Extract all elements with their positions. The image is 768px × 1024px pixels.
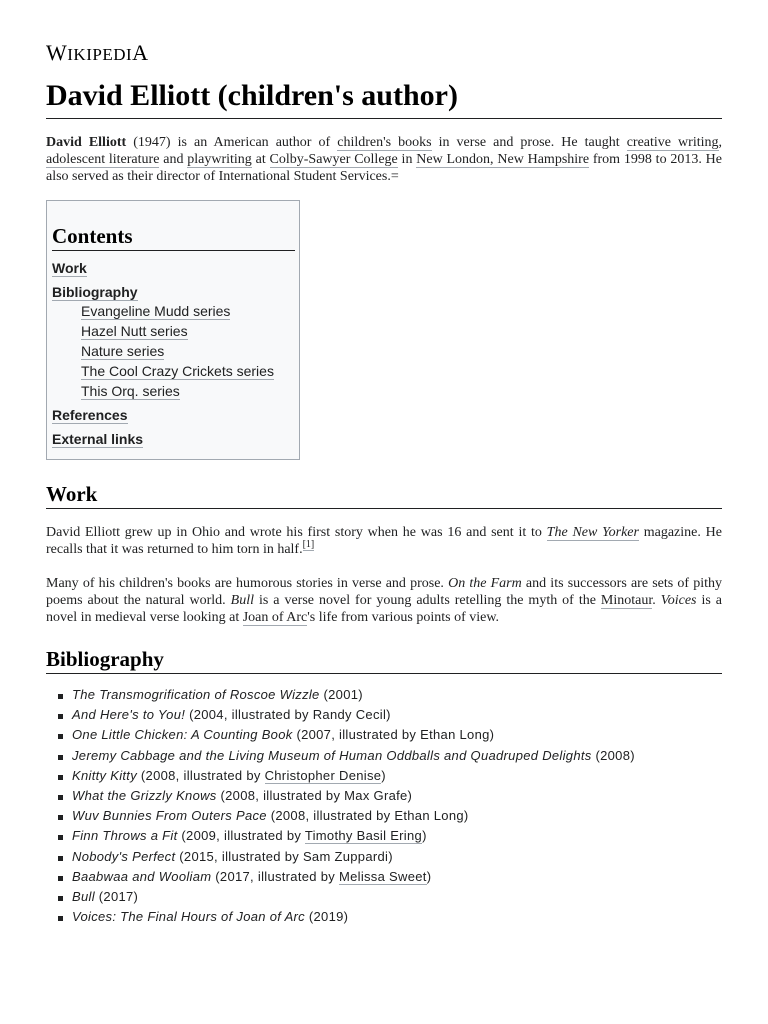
- link-new-yorker[interactable]: The New Yorker: [546, 525, 639, 540]
- link-playwriting[interactable]: playwriting: [187, 152, 252, 167]
- list-item: Bull (2017): [46, 887, 635, 907]
- link-joan-of-arc[interactable]: Joan of Arc: [242, 610, 308, 625]
- list-item: Finn Throws a Fit (2009, illustrated by Timothy Basil Ering): [46, 826, 635, 846]
- list-item: And Here's to You! (2004, illustrated by Randy Cecil): [46, 705, 635, 725]
- link-timothy-basil-ering[interactable]: Timothy Basil Ering: [304, 828, 423, 844]
- toc-item-cool-crazy-crickets[interactable]: The Cool Crazy Crickets series: [81, 363, 274, 379]
- link-adolescent-literature[interactable]: adolescent literature: [46, 152, 160, 167]
- link-minotaur[interactable]: Minotaur: [600, 593, 653, 608]
- link-creative-writing[interactable]: creative writing: [626, 135, 719, 150]
- section-heading-work: Work: [46, 480, 722, 509]
- section-heading-bibliography: Bibliography: [46, 645, 722, 674]
- reference-1[interactable]: [1]: [302, 539, 315, 551]
- list-item: One Little Chicken: A Counting Book (2007, illustrated by Ethan Long): [46, 725, 635, 745]
- intro-paragraph: David Elliott (1947) is an American author of children's books in verse and prose. He taught creative writing, adolescent literature and playwriting at Colby-Sawyer College in New London, New Hampshire from 1998 to 2013. He also served as their director of International Student Services.=: [46, 135, 723, 184]
- link-childrens-books[interactable]: children's books: [337, 135, 432, 150]
- toc-item-this-orq[interactable]: This Orq. series: [81, 383, 180, 399]
- link-new-london[interactable]: New London, New Hampshire: [416, 152, 590, 167]
- toc-item-nature[interactable]: Nature series: [81, 343, 165, 359]
- toc-item-evangeline-mudd[interactable]: Evangeline Mudd series: [81, 303, 231, 319]
- work-paragraph-2: Many of his children's books are humorous stories in verse and prose. On the Farm and its successors are sets of pithy poems about the natural world. Bull is a verse novel for young adults retelling the myth of the Minotaur. Voices is a novel in medieval verse looking at Joan of Arc's life from various points of view.: [46, 576, 722, 625]
- toc-item-hazel-nutt[interactable]: Hazel Nutt series: [81, 323, 188, 339]
- list-item: What the Grizzly Knows (2008, illustrated by Max Grafe): [46, 786, 635, 806]
- work-paragraph-1: David Elliott grew up in Ohio and wrote his first story when he was 16 and sent it to The New Yorker magazine. He recalls that it was returned to him torn in half.[1]: [46, 525, 722, 557]
- wikipedia-wordmark[interactable]: WIKIPEDIA: [46, 40, 149, 65]
- list-item: Voices: The Final Hours of Joan of Arc (2019): [46, 907, 635, 927]
- list-item: Baabwaa and Wooliam (2017, illustrated by Melissa Sweet): [46, 867, 635, 887]
- list-item: Nobody's Perfect (2015, illustrated by Sam Zuppardi): [46, 847, 635, 867]
- list-item: The Transmogrification of Roscoe Wizzle (2001): [46, 685, 635, 705]
- link-colby-sawyer-college[interactable]: Colby-Sawyer College: [269, 152, 398, 167]
- table-of-contents: [46, 200, 300, 460]
- toc-item-references[interactable]: References: [52, 407, 128, 423]
- toc-item-work[interactable]: Work: [52, 260, 87, 276]
- toc-item-bibliography[interactable]: Bibliography: [52, 284, 138, 300]
- link-melissa-sweet[interactable]: Melissa Sweet: [338, 868, 427, 884]
- list-item: Knitty Kitty (2008, illustrated by Christopher Denise): [46, 766, 635, 786]
- list-item: Wuv Bunnies From Outers Pace (2008, illustrated by Ethan Long): [46, 806, 635, 826]
- page-title: David Elliott (children's author): [46, 76, 722, 119]
- bibliography-list: [46, 685, 635, 927]
- toc-item-external-links[interactable]: External links: [52, 431, 144, 447]
- list-item: Jeremy Cabbage and the Living Museum of Human Oddballs and Quadruped Delights (2008): [46, 746, 635, 766]
- toc-title: Contents: [52, 224, 295, 251]
- subject-name: David Elliott: [46, 135, 127, 150]
- link-christopher-denise[interactable]: Christopher Denise: [264, 767, 382, 783]
